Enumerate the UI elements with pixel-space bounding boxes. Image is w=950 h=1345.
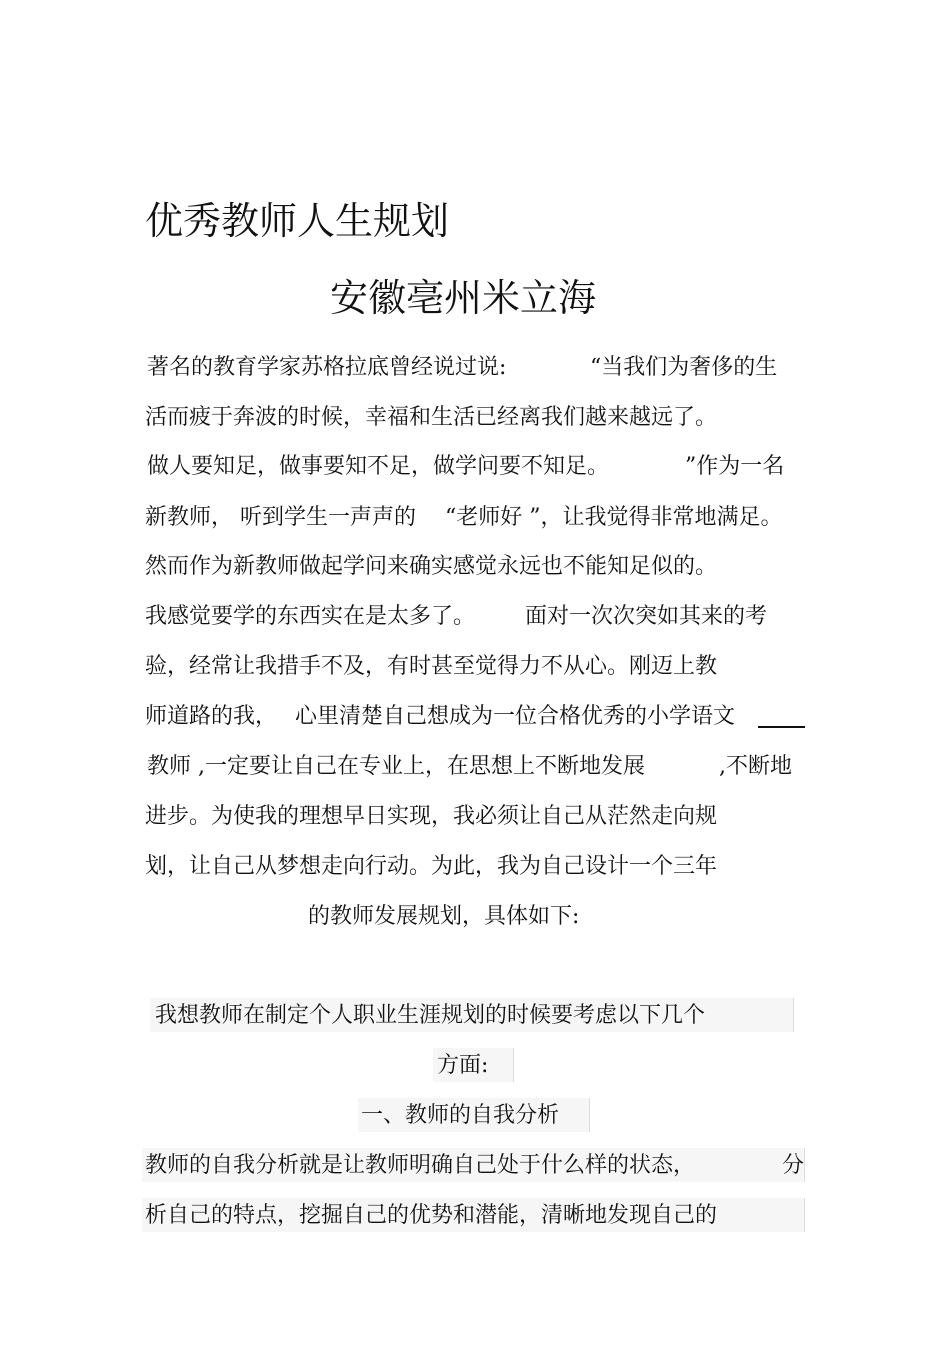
intro-line-9b: ,不断地: [719, 754, 792, 779]
document-author: 安徽亳州米立海: [330, 276, 597, 320]
intro-line-9a: 教师 ,一定要让自己在专业上，在思想上不断地发展: [147, 754, 645, 779]
intro-line-12: 的教师发展规划，具体如下:: [308, 904, 580, 929]
intro-line-8a: 师道路的我，: [145, 704, 278, 729]
intro-line-11: 划，让自己从梦想走向行动。为此，我为自己设计一个三年: [145, 854, 718, 879]
intro-line-7: 验，经常让我措手不及，有时甚至觉得力不从心。刚迈上教: [145, 654, 718, 679]
intro-line-3b: ”作为一名: [685, 454, 785, 479]
section-para-line-2: 析自己的特点，挖掘自己的优势和潜能，清晰地发现自己的: [145, 1203, 718, 1228]
intro-line-8b: 心里清楚自己想成为一位合格优秀的小学语文: [295, 704, 736, 729]
intro-line-10: 进步。为使我的理想早日实现，我必须让自己从茫然走向规: [145, 804, 718, 829]
intro-line-4b: “老师好 ”，让我觉得非常地满足。: [445, 505, 783, 530]
section-para-line-1a: 教师的自我分析就是让教师明确自己处于什么样的状态，: [145, 1153, 696, 1178]
section-heading: 一、教师的自我分析: [361, 1103, 560, 1128]
intro-line-1a: 著名的教育学家苏格拉底曾经说过说:: [147, 355, 507, 380]
intro-line-5: 然而作为新教师做起学问来确实感觉永远也不能知足似的。: [145, 554, 718, 579]
intro-line-6b: 面对一次次突如其来的考: [525, 604, 768, 629]
intro-line-6a: 我感觉要学的东西实在是太多了。: [145, 604, 476, 629]
intro-line-4a: 新教师， 听到学生一声声的: [145, 505, 416, 530]
intro-line-3a: 做人要知足，做事要知不足，做学问要不知足。: [147, 454, 610, 479]
section-line-2: 方面:: [437, 1053, 489, 1078]
document-title: 优秀教师人生规划: [145, 199, 450, 243]
intro-line-1b: “当我们为奢侈的生: [590, 355, 778, 380]
intro-line-2: 活而疲于奔波的时候，幸福和生活已经离我们越来越远了。: [145, 405, 718, 430]
section-para-line-1b: 分: [782, 1153, 805, 1178]
fill-in-blank-underline: [758, 726, 805, 728]
section-line-1: 我想教师在制定个人职业生涯规划的时候要考虑以下几个: [155, 1003, 706, 1028]
